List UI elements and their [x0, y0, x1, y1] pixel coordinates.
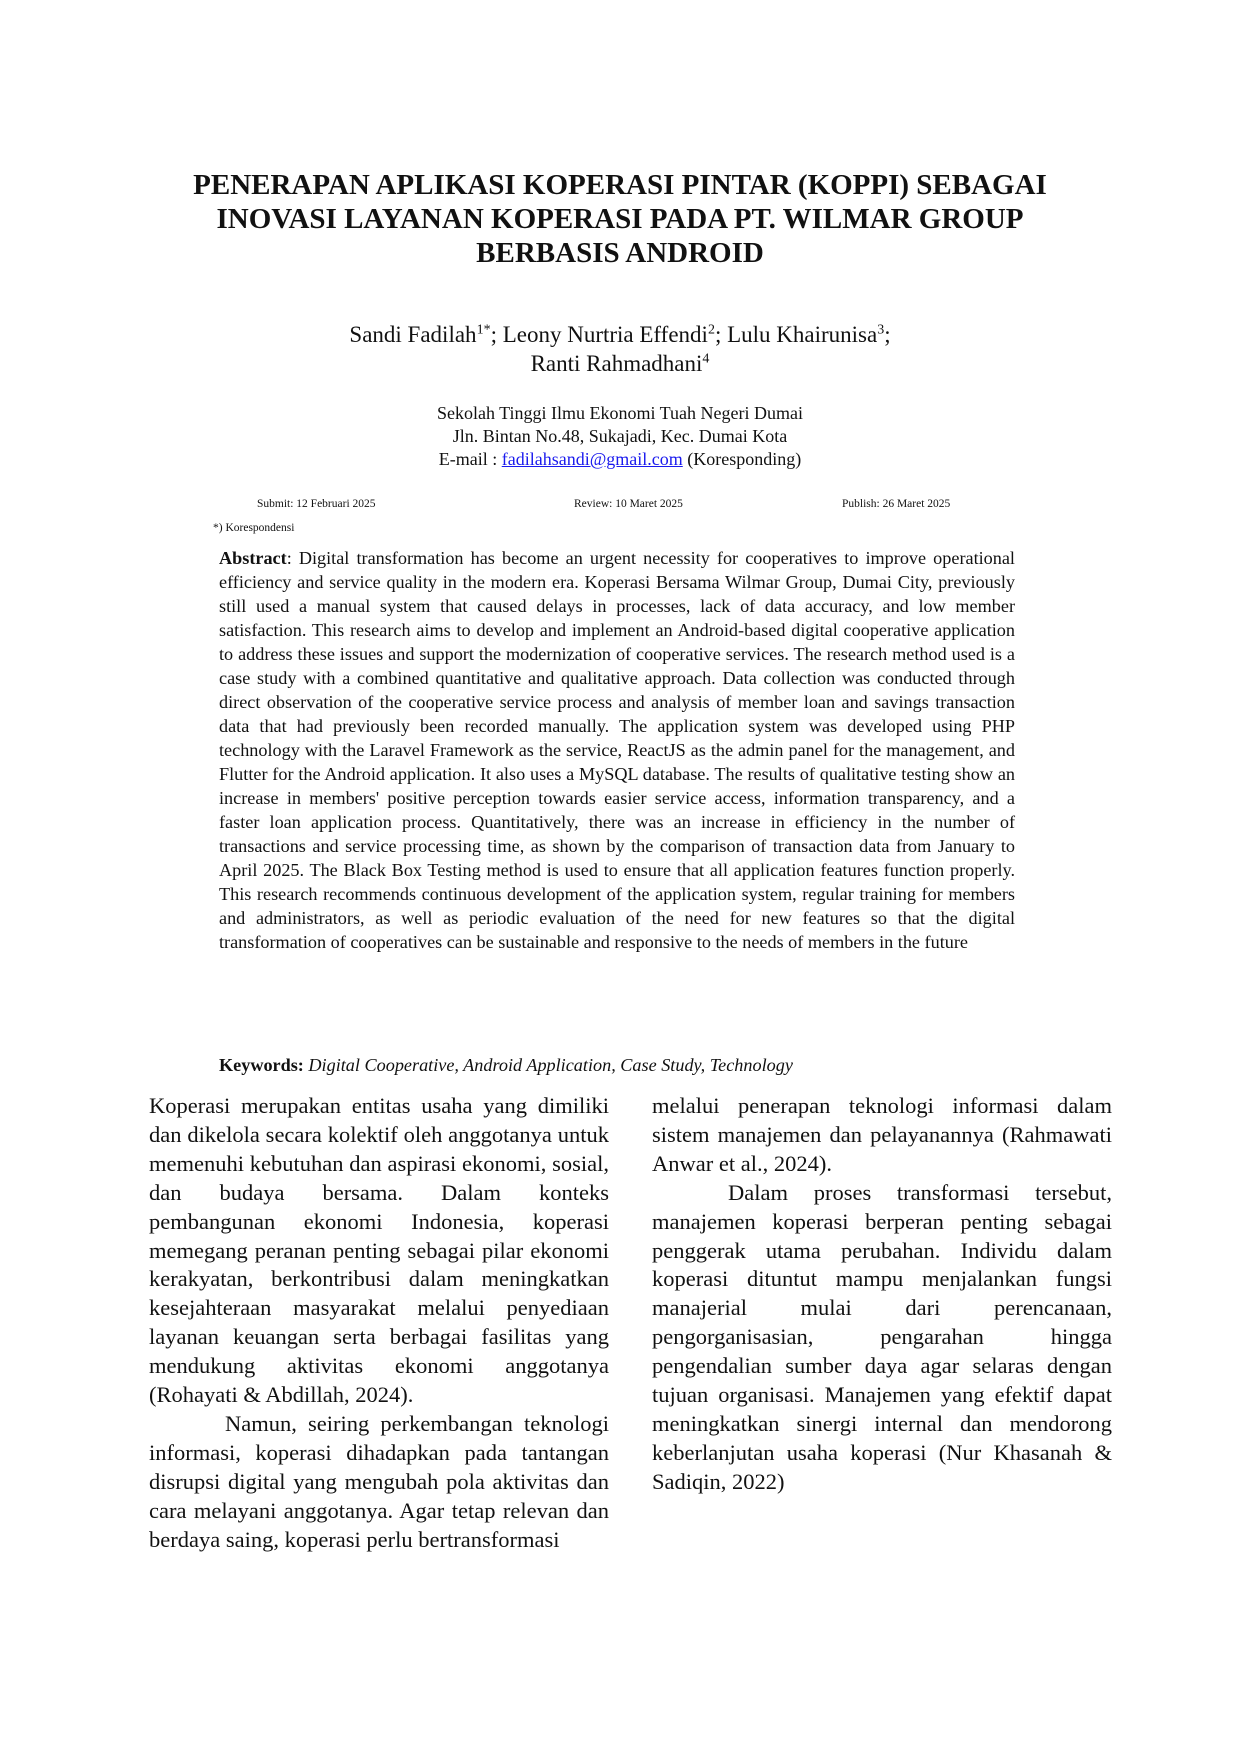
- body-paragraph: Namun, seiring perkembangan teknologi informasi, koperasi dihadapkan pada tantangan disrupsi digital yang mengubah pola aktivitas dan cara melayani anggotanya. Agar tetap relevan dan berdaya saing, koperasi perlu bertransformasi: [149, 1410, 609, 1552]
- author-3-affil: 3: [877, 322, 885, 338]
- author-1: Sandi Fadilah: [349, 322, 477, 347]
- author-2: ; Leony Nurtria Effendi: [490, 322, 708, 347]
- email-label: E-mail :: [438, 449, 502, 469]
- email-note: (Koresponding): [682, 449, 802, 469]
- author-list: [120, 320, 1120, 378]
- email-link[interactable]: fadilahsandi@gmail.com: [501, 449, 683, 469]
- abstract: [219, 546, 1015, 954]
- review-date: Review: 10 Maret 2025: [574, 498, 683, 510]
- address: Jln. Bintan No.48, Sukajadi, Kec. Dumai Kota: [452, 426, 788, 446]
- title-line-2: INOVASI LAYANAN KOPERASI PADA PT. WILMAR GROUP: [216, 203, 1024, 235]
- publish-date: Publish: 26 Maret 2025: [842, 498, 951, 510]
- author-separator: ;: [884, 322, 891, 347]
- body-paragraph: melalui penerapan teknologi informasi dalam sistem manajemen dan pelayanannya (Rahmawati Anwar et al., 2024).: [652, 1093, 1112, 1176]
- korespondensi-note: *) Korespondensi: [213, 522, 295, 534]
- author-2-affil: 2: [707, 322, 715, 338]
- title-line-1: PENERAPAN APLIKASI KOPERASI PINTAR (KOPPI) SEBAGAI: [193, 169, 1047, 201]
- affiliation: [120, 402, 1120, 471]
- body-paragraph: Koperasi merupakan entitas usaha yang dimiliki dan dikelola secara kolektif oleh anggotanya untuk memenuhi kebutuhan dan aspirasi ekonomi, sosial, dan budaya bersama. Dalam konteks pembangunan ekonomi Indonesia, koperasi memegang peranan penting sebagai pilar ekonomi kerakyatan, berkontribusi dalam meningkatkan kesejahteraan masyarakat melalui penyediaan layanan keuangan serta berbagai fasilitas yang mendukung aktivitas ekonomi anggotanya (Rohayati & Abdillah, 2024).: [149, 1093, 609, 1408]
- title-line-3: BERBASIS ANDROID: [476, 237, 764, 269]
- paper-title: [120, 168, 1120, 270]
- body-column-right: [652, 1092, 1112, 1497]
- submit-date: Submit: 12 Februari 2025: [257, 498, 376, 510]
- author-3: ; Lulu Khairunisa: [714, 322, 878, 347]
- keywords: [219, 1053, 1039, 1077]
- author-1-affil: 1*: [476, 322, 491, 338]
- body-column-left: [149, 1092, 609, 1555]
- author-4: Ranti Rahmadhani: [530, 351, 703, 376]
- keywords-values: Digital Cooperative, Android Application, Case Study, Technology: [308, 1055, 793, 1075]
- author-4-affil: 4: [702, 351, 710, 367]
- abstract-text: : Digital transformation has become an urgent necessity for cooperatives to improve operational efficiency and service quality in the modern era. Koperasi Bersama Wilmar Group, Dumai City, previously still used a manual system that caused delays in processes, lack of data accuracy, and low member satisfaction. This research aims to develop and implement an Android-based digital cooperative application to address these issues and support the modernization of cooperative services. The research method used is a case study with a combined quantitative and qualitative approach. Data collection was conducted through direct observation of the cooperative service process and analysis of member loan and savings transaction data that had previously been recorded manually. The application system was developed using PHP technology with the Laravel Framework as the service, ReactJS as the admin panel for the management, and Flutter for the Android application. It also uses a MySQL database. The results of qualitative testing show an increase in members' positive perception towards easier service access, information transparency, and a faster loan application process. Quantitatively, there was an increase in efficiency in the number of transactions and service processing time, as shown by the comparison of transaction data from January to April 2025. The Black Box Testing method is used to ensure that all application features function properly. This research recommends continuous development of the application system, regular training for members and administrators, as well as periodic evaluation of the need for new features so that the digital transformation of cooperatives can be sustainable and responsive to the needs of members in the future: [219, 548, 1015, 952]
- body-paragraph: Dalam proses transformasi tersebut, manajemen koperasi berperan penting sebagai penggerak utama perubahan. Individu dalam koperasi dituntut mampu menjalankan fungsi manajerial mulai dari perencanaan, pengorganisasian, pengarahan hingga pengendalian sumber daya agar selaras dengan tujuan organisasi. Manajemen yang efektif dapat meningkatkan sinergi internal dan mendorong keberlanjutan usaha koperasi (Nur Khasanah & Sadiqin, 2022): [652, 1179, 1112, 1494]
- institution: Sekolah Tinggi Ilmu Ekonomi Tuah Negeri Dumai: [436, 403, 803, 423]
- abstract-label: Abstract: [219, 548, 287, 568]
- keywords-label: Keywords:: [219, 1055, 304, 1075]
